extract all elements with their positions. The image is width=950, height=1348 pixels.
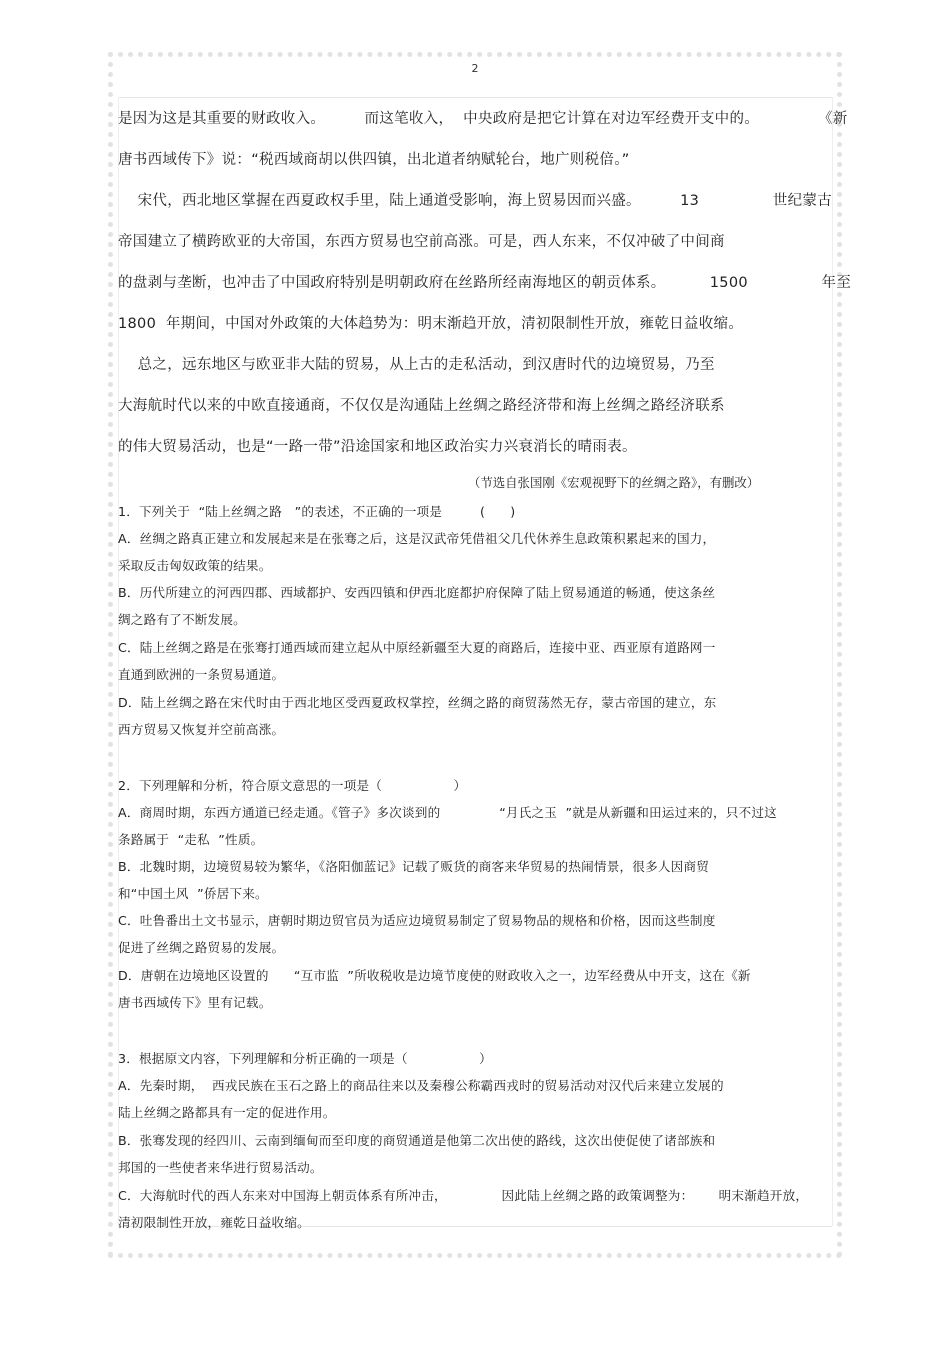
option-line: A．商周时期，东西方通道已经走通。《管子》多次谈到的 “月氏之玉 ”就是从新疆和田运过来的，只不过这 — [118, 805, 777, 820]
passage-line: 的盘剥与垄断，也冲击了中国政府特别是明朝政府在丝路所经南海地区的朝贡体系。 1500 年至 — [118, 275, 852, 291]
right-rule — [832, 97, 833, 1226]
option-line: 直通到欧洲的一条贸易通道。 — [118, 667, 285, 682]
option-line: A．先秦时期， 西戎民族在玉石之路上的商品往来以及秦穆公称霸西戎时的贸易活动对汉代后来建立发展的 — [118, 1078, 724, 1093]
option-line: 清初限制性开放，雍乾日益收缩。 — [118, 1215, 310, 1230]
option-line: 条路属于 “走私 ”性质。 — [118, 832, 264, 847]
option-line: 陆上丝绸之路都具有一定的促进作用。 — [118, 1105, 336, 1120]
option-line: C．陆上丝绸之路是在张骞打通西域而建立起从中原经新疆至大夏的商路后，连接中亚、西亚原有道路网一 — [118, 640, 716, 655]
option-line: 唐书西域传下》里有记载。 — [118, 995, 272, 1010]
passage-line: 唐书西域传下》说：“税西域商胡以供四镇，出北道者纳赋轮台，地广则税倍。” — [118, 152, 630, 168]
option-line: B．历代所建立的河西四郡、西域都护、安西四镇和伊西北庭都护府保障了陆上贸易通道的畅通，使这条丝 — [118, 585, 716, 600]
option-line: 和“中国土风 ”侨居下来。 — [118, 886, 268, 901]
option-line: 邦国的一些使者来华进行贸易活动。 — [118, 1160, 323, 1175]
option-line: B．北魏时期，边境贸易较为繁华，《洛阳伽蓝记》记载了贩货的商客来华贸易的热闹情景，很多人因商贸 — [118, 859, 710, 874]
option-line: 促进了丝绸之路贸易的发展。 — [118, 940, 285, 955]
option-line: 采取反击匈奴政策的结果。 — [118, 558, 272, 573]
question-stem: 2．下列理解和分析，符合原文意思的一项是（ ） — [118, 778, 467, 793]
option-line: C．吐鲁番出土文书显示，唐朝时期边贸官员为适应边境贸易制定了贸易物品的规格和价格，因而这些制度 — [118, 913, 716, 928]
option-line: B．张骞发现的经四川、云南到缅甸而至印度的商贸通道是他第二次出使的路线，这次出使促使了诸部族和 — [118, 1133, 716, 1148]
option-line: C．大海航时代的西人东来对中国海上朝贡体系有所冲击， 因此陆上丝绸之路的政策调整为： 明末渐趋开放， — [118, 1188, 809, 1203]
source-citation: （节选自张国刚《宏观视野下的丝绸之路》，有删改） — [468, 475, 760, 490]
question-stem: 3．根据原文内容，下列理解和分析正确的一项是（ ） — [118, 1051, 492, 1066]
passage-line: 宋代，西北地区掌握在西夏政权手里，陆上通道受影响，海上贸易因而兴盛。 13 世纪蒙古 — [118, 193, 832, 209]
page-number: 2 — [471, 62, 479, 75]
passage-line: 的伟大贸易活动，也是“一路一带”沿途国家和地区政治实力兴衰消长的晴雨表。 — [118, 439, 637, 455]
option-line: 绸之路有了不断发展。 — [118, 612, 246, 627]
option-line: A．丝绸之路真正建立和发展起来是在张骞之后，这是汉武帝凭借祖父几代休养生息政策积累起来的国力， — [118, 531, 716, 546]
option-line: 西方贸易又恢复并空前高涨。 — [118, 722, 285, 737]
passage-line: 总之，远东地区与欧亚非大陆的贸易，从上古的走私活动，到汉唐时代的边境贸易，乃至 — [118, 357, 715, 373]
option-line: D．陆上丝绸之路在宋代时由于西北地区受西夏政权掌控，丝绸之路的商贸荡然无存，蒙古帝国的建立，东 — [118, 695, 717, 710]
question-stem: 1．下列关于 “陆上丝绸之路 ”的表述，不正确的一项是 ( ) — [118, 504, 516, 519]
option-line: D．唐朝在边境地区设置的 “互市监 ”所收税收是边境节度使的财政收入之一，边军经费从中开支，这在《新 — [118, 968, 751, 983]
passage-line: 帝国建立了横跨欧亚的大帝国，东西方贸易也空前高涨。可是，西人东来，不仅冲破了中间商 — [118, 234, 725, 250]
passage-line: 1800 年期间，中国对外政策的大体趋势为：明末渐趋开放，清初限制性开放，雍乾日益收缩。 — [118, 316, 744, 332]
passage-line: 是因为这是其重要的财政收入。 而这笔收入， 中央政府是把它计算在对边军经费开支中的。 《新 — [118, 111, 848, 127]
header-rule — [118, 97, 832, 98]
passage-line: 大海航时代以来的中欧直接通商，不仅仅是沟通陆上丝绸之路经济带和海上丝绸之路经济联系 — [118, 398, 725, 414]
